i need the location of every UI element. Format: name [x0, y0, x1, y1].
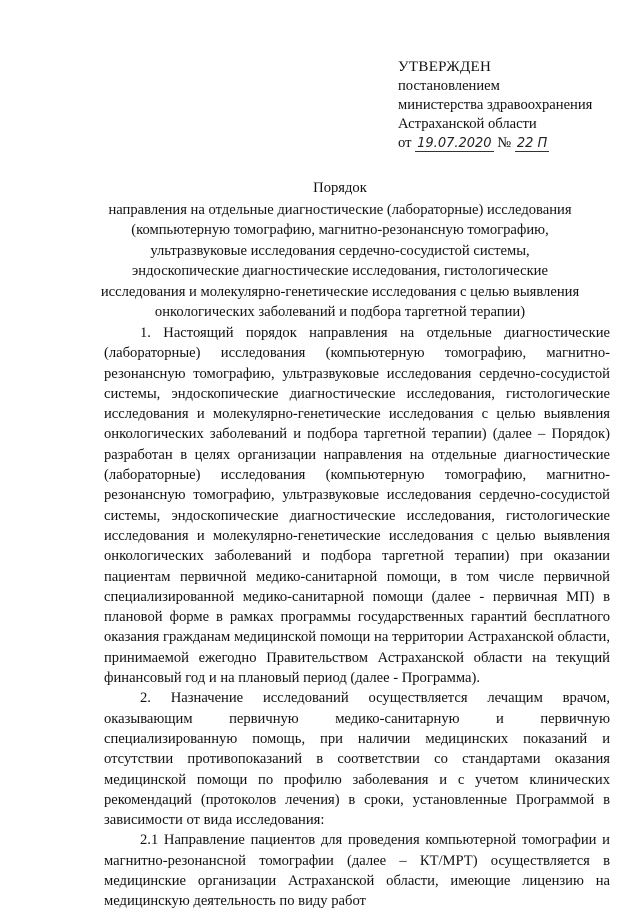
- approval-number: 22 П: [516, 136, 548, 151]
- approval-line-1: постановлением: [398, 78, 500, 94]
- approval-line-3: Астраханской области: [398, 116, 537, 132]
- approved-heading: УТВЕРЖДЕН: [398, 59, 492, 75]
- approval-stamp-block: [398, 58, 628, 153]
- approval-date: 19.07.2020: [417, 136, 492, 151]
- from-label: от: [398, 135, 412, 151]
- number-label: №: [497, 135, 512, 151]
- paragraph-2: 2. Назначение исследований осуществляется лечащим врачом, оказывающим первичную медико-санитарную и первичную специализированную помощь, при наличии медицинских показаний и отсутствии противопоказаний в соответствии со стандартами оказания медицинской помощи по профилю заболевания и с учетом клинических рекомендаций (протоколов лечения) в сроки, установленные Программой в зависимости от вида исследования:: [104, 690, 610, 829]
- document-subtitle: направления на отдельные диагностические (лабораторные) исследования (компьютерную томографию, магнитно-резонансную томографию, ультразвуковые исследования сердечно-сосудистой системы, эндоскопические диагностические исследования, гистологические исследования и молекулярно-генетические исследования с целью выявления онкологических заболеваний и подбора таргетной терапии): [100, 201, 580, 320]
- paragraph-1: 1. Настоящий порядок направления на отдельные диагностические (лабораторные) исследования (компьютерную томографию, магнитно-резонансную томографию, ультразвуковые исследования сердечно-сосудистой системы, эндоскопические диагностические исследования, гистологические исследования и молекулярно-генетические исследования с целью выявления онкологических заболеваний и подбора таргетной терапии) (далее – Порядок) разработан в целях организации направления на отдельные диагностические (лабораторные) исследования (компьютерную томографию, магнитно-резонансную томографию, ультразвуковые исследования сердечно-сосудистой системы, эндоскопические диагностические исследования, гистологические исследования и молекулярно-генетические исследования с целью выявления онкологических заболеваний и подбора таргетной терапии) при оказании пациентам первичной медико-санитарной помощи, в том числе первичной специализированной медико-санитарной помощи (далее - первичная МП) в плановой форме в рамках программы государственных гарантий бесплатного оказания гражданам медицинской помощи на территории Астраханской области, принимаемой ежегодно Правительством Астраханской области на текущий финансовый год и на плановый период (далее - Программа).: [104, 325, 610, 687]
- document-title-block: [100, 178, 580, 323]
- paragraph-2-1: 2.1 Направление пациентов для проведения компьютерной томографии и магнитно-резонансной томографии (далее – КТ/МРТ) осуществляется в медицинские организации Астраханской области, имеющие лицензию на медицинскую деятельность по виду работ: [104, 832, 610, 910]
- document-heading: Порядок: [313, 180, 367, 196]
- approval-date-line: [398, 134, 628, 153]
- document-body: [104, 323, 610, 912]
- approval-line-2: министерства здравоохранения: [398, 97, 593, 113]
